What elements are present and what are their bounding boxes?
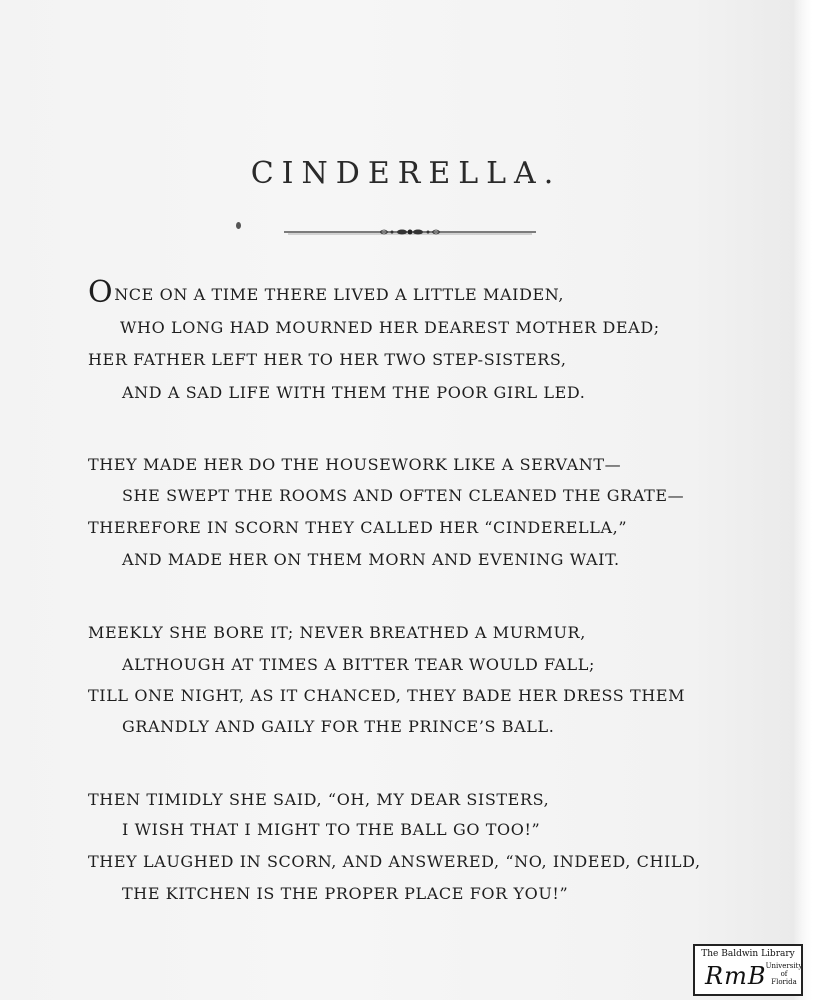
poem-line: WHO LONG HAD MOURNED HER DEAREST MOTHER DEAD; <box>120 318 660 337</box>
poem-line: THEY MADE HER DO THE HOUSEWORK LIKE A SERVANT— <box>88 455 622 474</box>
poem-line: THE KITCHEN IS THE PROPER PLACE FOR YOU!” <box>122 884 569 903</box>
stamp-university-line: Florida <box>771 978 797 986</box>
poem-line: TILL ONE NIGHT, AS IT CHANCED, THEY BADE HER DRESS THEM <box>88 686 686 705</box>
poem-line: THEY LAUGHED IN SCORN, AND ANSWERED, “NO, INDEED, CHILD, <box>88 852 701 871</box>
stamp-logo: RmB <box>705 962 767 990</box>
poem-line: AND MADE HER ON THEM MORN AND EVENING WAIT. <box>122 550 620 569</box>
poem-line: THEN TIMIDLY SHE SAID, “OH, MY DEAR SISTERS, <box>88 790 550 809</box>
drop-cap: O <box>88 275 114 310</box>
poem-line: AND A SAD LIFE WITH THEM THE POOR GIRL LED. <box>122 383 586 402</box>
poem-line: SHE SWEPT THE ROOMS AND OFTEN CLEANED THE GRATE— <box>122 486 685 505</box>
page-title: CINDERELLA. <box>250 156 562 191</box>
stamp-university-line: University <box>765 962 803 970</box>
poem-line: MEEKLY SHE BORE IT; NEVER BREATHED A MURMUR, <box>88 623 586 642</box>
poem-line: I WISH THAT I MIGHT TO THE BALL GO TOO!” <box>122 820 541 839</box>
poem-line: GRANDLY AND GAILY FOR THE PRINCE’S BALL. <box>122 717 555 736</box>
stamp-library-name: The Baldwin Library <box>701 949 795 959</box>
poem-line-text: NCE ON A TIME THERE LIVED A LITTLE MAIDEN, <box>114 285 565 304</box>
stamp-university <box>765 962 803 986</box>
poem-line: ALTHOUGH AT TIMES A BITTER TEAR WOULD FALL; <box>122 655 595 674</box>
poem-line: THEREFORE IN SCORN THEY CALLED HER “CINDERELLA,” <box>88 518 628 537</box>
stamp-university-line: of <box>780 970 788 978</box>
poem-line: HER FATHER LEFT HER TO HER TWO STEP-SISTERS, <box>88 350 567 369</box>
library-stamp <box>693 944 803 996</box>
poem-line <box>88 275 565 310</box>
